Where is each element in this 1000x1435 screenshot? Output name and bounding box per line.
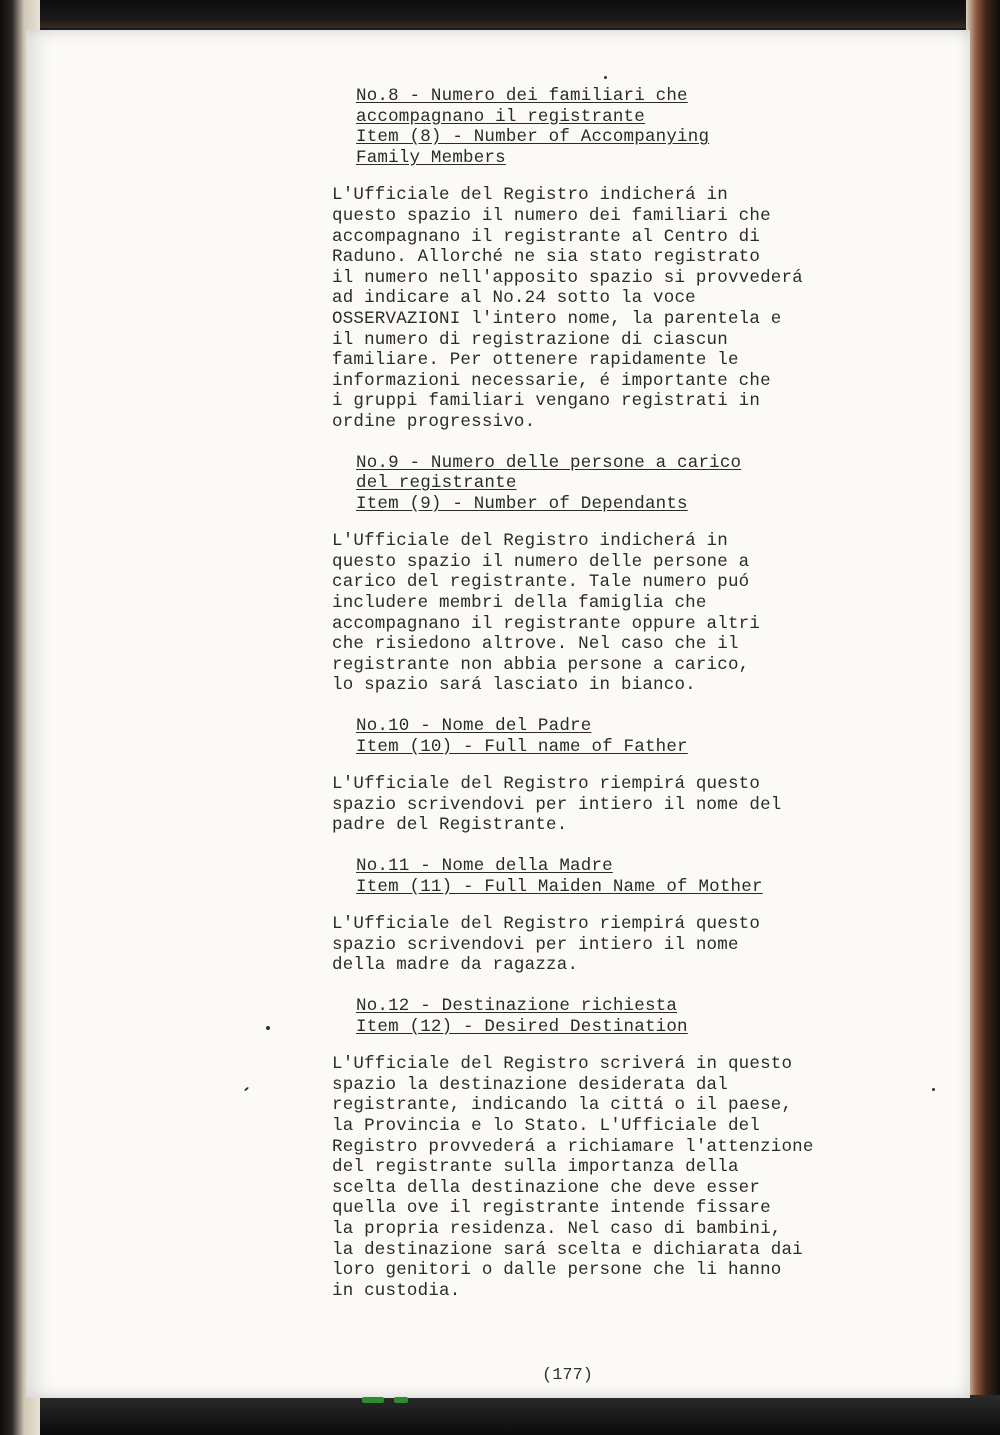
body-text-line: spazio la destinazione desiderata dal (332, 1074, 728, 1095)
ink-speck (266, 1026, 270, 1030)
body-text-line: ordine progressivo. (332, 411, 536, 432)
body-text-line: accompagnano il registrante oppure altri (332, 613, 761, 634)
section-item-9 (332, 453, 892, 717)
body-text-line: L'Ufficiale del Registro riempirá questo (332, 774, 761, 795)
body-text-line: la destinazione sará scelta e dichiarata dai (332, 1239, 803, 1260)
body-text-line: la propria residenza. Nel caso di bambini, (332, 1218, 782, 1239)
section-heading-line: Item (11) - Full Maiden Name of Mother (356, 876, 763, 897)
section-heading-line: Family Members (356, 147, 506, 168)
body-text-line: includere membri della famiglia che (332, 593, 707, 614)
body-text-line: quella ove il registrante intende fissare (332, 1198, 771, 1219)
section-heading-line: Item (10) - Full name of Father (356, 736, 688, 757)
body-text-line: L'Ufficiale del Registro riempirá questo (332, 914, 761, 935)
body-text-line: accompagnano il registrante al Centro di (332, 226, 761, 247)
section-heading-line: accompagnano il registrante (356, 106, 645, 127)
body-text-line: in custodia. (332, 1280, 461, 1301)
body-text-line: scelta della destinazione che deve esser (332, 1177, 761, 1198)
body-text-line: i gruppi familiari vengano registrati in (332, 391, 761, 412)
body-text-line: questo spazio il numero delle persone a (332, 551, 750, 572)
section-heading-line: No.12 - Destinazione richiesta (356, 995, 678, 1016)
body-text-line: Raduno. Allorché ne sia stato registrato (332, 247, 761, 268)
section-heading-line: Item (12) - Desired Destination (356, 1016, 688, 1037)
green-marker-tab (394, 1397, 408, 1403)
body-text-line: Registro provvederá a richiamare l'attenzione (332, 1136, 814, 1157)
ink-speck (244, 1087, 249, 1092)
body-text-line: L'Ufficiale del Registro indicherá in (332, 185, 728, 206)
section-heading-line: del registrante (356, 473, 517, 494)
book-cover-right-edge (966, 0, 1000, 1435)
body-text-line: spazio scrivendovi per intiero il nome del (332, 794, 782, 815)
body-text-line: L'Ufficiale del Registro indicherá in (332, 531, 728, 552)
section-heading-line: No.9 - Numero delle persone a carico (356, 452, 742, 473)
body-text-line: il numero di registrazione di ciascun (332, 329, 728, 350)
body-text-line: la Provincia e lo Stato. L'Ufficiale del (332, 1115, 761, 1136)
section-item-12 (332, 996, 892, 1301)
section-heading-line: Item (9) - Number of Dependants (356, 493, 688, 514)
section-heading-line: Item (8) - Number of Accompanying (356, 127, 710, 148)
section-heading-line: No.8 - Numero dei familiari che (356, 86, 688, 106)
section-item-10 (332, 716, 892, 856)
section-heading-line: No.11 - Nome della Madre (356, 856, 613, 876)
body-text-line: che risiedono altrove. Nel caso che il (332, 634, 739, 655)
typed-text-block (332, 86, 892, 1301)
paper-page (26, 30, 970, 1398)
body-text-line: questo spazio il numero dei familiari che (332, 205, 771, 226)
body-text-line: spazio scrivendovi per intiero il nome (332, 934, 739, 955)
section-heading-line: No.10 - Nome del Padre (356, 716, 592, 737)
body-text-line: ad indicare al No.24 sotto la voce (332, 288, 696, 309)
body-text-line: L'Ufficiale del Registro scriverá in questo (332, 1054, 793, 1075)
body-text-line: registrante, indicando la cittá o il paese, (332, 1095, 793, 1116)
body-text-line: carico del registrante. Tale numero puó (332, 572, 750, 593)
body-text-line: registrante non abbia persone a carico, (332, 654, 750, 675)
ink-speck (604, 76, 607, 79)
body-text-line: informazioni necessarie, é importante che (332, 370, 771, 391)
body-text-line: OSSERVAZIONI l'intero nome, la parentela e (332, 308, 782, 329)
ink-speck (932, 1088, 935, 1091)
section-item-11 (332, 856, 892, 996)
body-text-line: lo spazio sará lasciato in bianco. (332, 675, 696, 696)
body-text-line: della madre da ragazza. (332, 955, 579, 976)
book-cover-top-edge (0, 0, 1000, 28)
body-text-line: familiare. Per ottenere rapidamente le (332, 350, 739, 371)
body-text-line: loro genitori o dalle persone che li hanno (332, 1260, 782, 1281)
page-number: (177) (542, 1366, 594, 1385)
book-cover-bottom-edge (0, 1395, 1000, 1435)
body-text-line: del registrante sulla importanza della (332, 1157, 739, 1178)
green-marker-tab (362, 1397, 384, 1403)
body-text-line: il numero nell'apposito spazio si provvederá (332, 267, 803, 288)
body-text-line: padre del Registrante. (332, 815, 568, 836)
section-item-8 (332, 86, 892, 453)
